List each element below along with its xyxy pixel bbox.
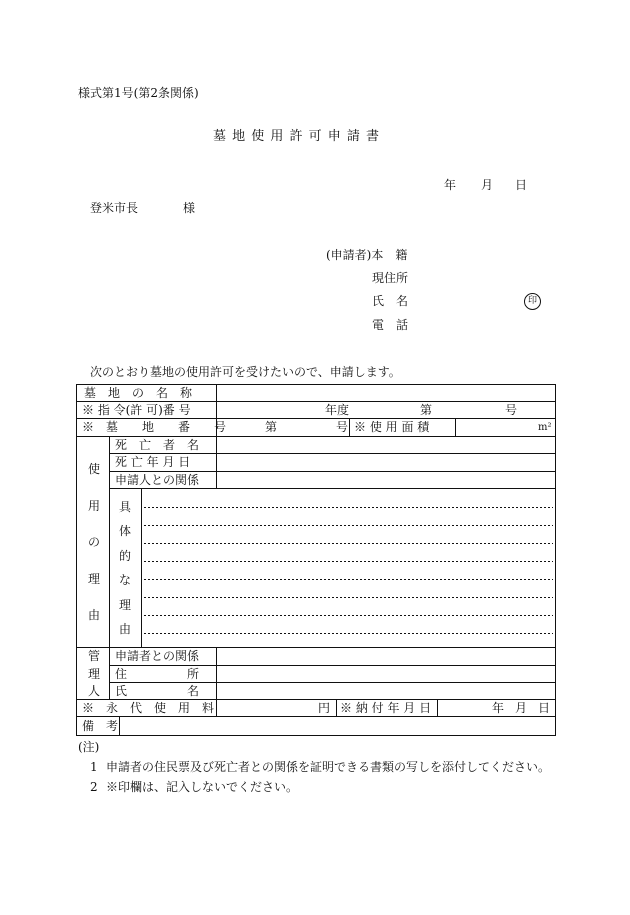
note-number: 1 [90, 760, 98, 774]
cemetery-name-label: 墓 地 の 名 称 [84, 386, 193, 400]
usage-reason-heading [86, 462, 102, 622]
date-month: 月 [481, 178, 494, 192]
usage-char: の [87, 535, 100, 549]
seal-mark: 印 [524, 293, 541, 310]
remarks-label: 備 考 [82, 719, 119, 733]
relation-to-applicant-label: 申請人との関係 [115, 473, 200, 487]
specific-char: 由 [118, 621, 131, 636]
specific-char: 理 [118, 597, 131, 612]
manager-address-label: 住 所 [115, 667, 200, 681]
pay-day: 日 [538, 701, 551, 715]
addressee-honorific: 様 [183, 201, 196, 215]
cemetery-name-value[interactable] [218, 386, 553, 400]
applicant-domicile-label: (申請者)本 籍 [326, 248, 408, 262]
plot-number-label: ※ 墓 地 番 号 [82, 420, 227, 434]
note-text: 申請者の住民票及び死亡者との関係を証明できる書類の写しを添付してください。 [106, 760, 551, 774]
note-number: 2 [90, 780, 98, 794]
specific-reason-heading [117, 500, 133, 636]
usage-area-label: ※ 使 用 面 積 [354, 420, 430, 434]
directive-go: 号 [505, 403, 518, 417]
specific-char: 具 [118, 500, 131, 514]
directive-fiscal-year: 年度 [325, 403, 350, 417]
pay-month: 月 [515, 701, 528, 715]
area-unit: m² [538, 422, 552, 433]
pay-year: 年 [492, 701, 505, 715]
note-text: ※印欄は、記入しないでください。 [106, 780, 299, 794]
directive-dai: 第 [420, 403, 433, 417]
date-day: 日 [515, 178, 528, 192]
specific-char: 的 [118, 548, 131, 563]
notes-heading: (注) [78, 740, 100, 754]
manager-char: 人 [87, 684, 100, 698]
page-title: 墓 地 使 用 許 可 申 請 書 [213, 129, 381, 144]
form-number: 様式第1号(第2条関係) [78, 86, 199, 100]
plot-dai: 第 [265, 420, 278, 434]
addressee-mayor: 登米市長 [90, 201, 139, 215]
plot-go: 号 [336, 420, 349, 434]
fee-yen: 円 [318, 701, 331, 715]
deceased-name-label: 死 亡 者 名 [115, 438, 200, 452]
intro-text: 次のとおり墓地の使用許可を受けたいので、申請します。 [90, 365, 401, 379]
death-date-label: 死 亡 年 月 日 [115, 455, 191, 469]
applicant-phone-label: 電 話 [372, 318, 409, 332]
specific-char: な [118, 573, 131, 588]
specific-char: 体 [118, 524, 131, 539]
manager-heading [86, 649, 102, 698]
usage-char: 理 [87, 571, 100, 586]
manager-char: 管 [87, 649, 100, 663]
manager-relation-label: 申請者との関係 [115, 649, 200, 663]
payment-date-label: ※ 納 付 年 月 日 [340, 701, 432, 715]
applicant-name-label: 氏 名 [372, 294, 409, 308]
directive-number-label: ※ 指 令(許 可)番 号 [82, 403, 191, 417]
usage-char: 由 [87, 608, 100, 622]
perpetual-fee-label: ※ 永 代 使 用 料 [82, 701, 215, 715]
manager-name-label: 氏 名 [115, 684, 200, 698]
date-year: 年 [444, 178, 457, 192]
applicant-address-label: 現住所 [372, 271, 409, 285]
manager-char: 理 [87, 666, 100, 681]
usage-char: 使 [87, 462, 100, 476]
usage-char: 用 [87, 498, 100, 513]
